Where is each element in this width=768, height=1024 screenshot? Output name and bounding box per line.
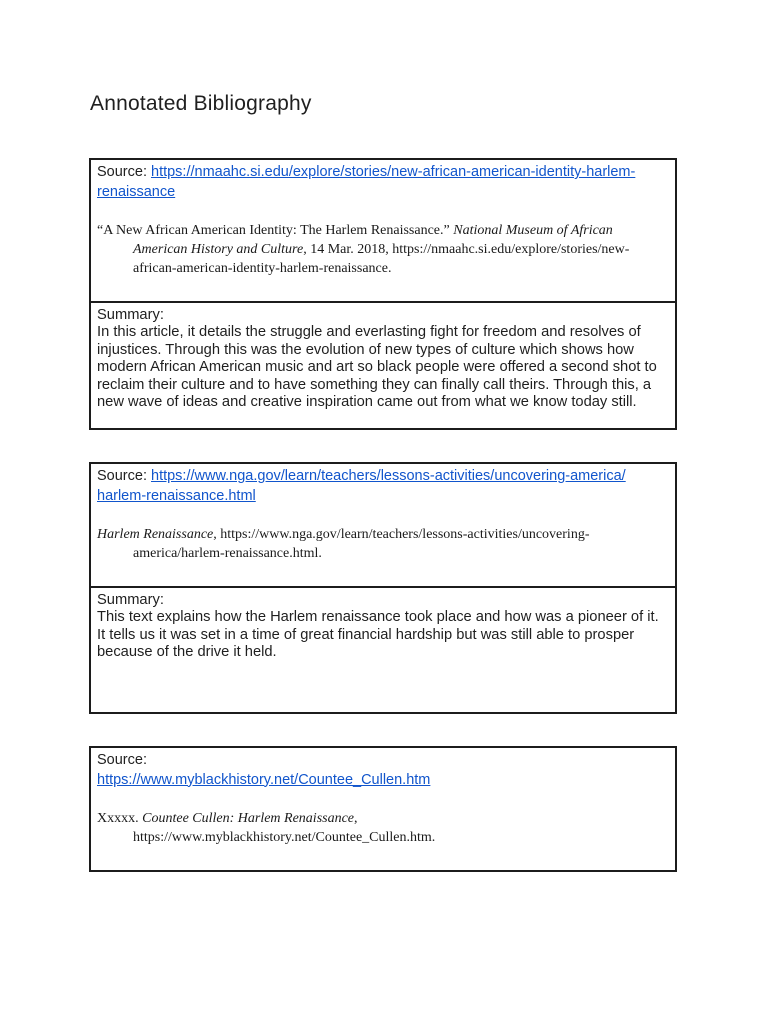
summary-text: In this article, it details the struggle and everlasting fight for freedom and resolves of injustices. Through this was the evolution of new types of culture which shows how modern African American music and art so black people were offered a second shot to reclaim their culture and to have something they can finally call theirs. Through this, a new wave of ideas and creative inspiration came out from what we know today still. <box>97 324 657 410</box>
source-line <box>97 467 667 506</box>
citation <box>97 809 667 847</box>
source-link-line <box>97 771 667 791</box>
source-line <box>97 751 667 771</box>
citation-line: america/harlem-renaissance.html. <box>133 546 322 561</box>
source-line <box>97 163 667 202</box>
source-label: Source: <box>97 468 151 484</box>
source-link[interactable]: https://nmaahc.si.edu/explore/stories/new-african-american-identity-harlem- renaissance <box>97 164 636 200</box>
citation <box>97 525 667 563</box>
summary-cell <box>89 586 677 714</box>
summary-text: This text explains how the Harlem renaissance took place and how was a pioneer of it. It tells us it was set in a time of great financial hardship but was still able to prosper because of the drive it held. <box>97 609 659 660</box>
page-title: Annotated Bibliography <box>90 92 312 115</box>
source-cell <box>89 158 677 303</box>
source-link[interactable]: https://www.myblackhistory.net/Countee_Cullen.htm <box>97 771 431 788</box>
summary-label: Summary: <box>97 592 164 608</box>
source-link[interactable]: https://www.nga.gov/learn/teachers/lessons-activities/uncovering-america/ harlem-renaissance.html <box>97 468 626 504</box>
source-cell <box>89 746 677 872</box>
citation-line: https://www.myblackhistory.net/Countee_Cullen.htm. <box>133 830 436 845</box>
summary-cell <box>89 301 677 430</box>
citation-line: Harlem Renaissance, https://www.nga.gov/learn/teachers/lessons-activities/uncovering- <box>97 527 590 542</box>
citation-line: african-american-identity-harlem-renaissance. <box>133 261 392 276</box>
source-label: Source: <box>97 752 147 768</box>
citation <box>97 221 667 278</box>
citation-line: Xxxxx. Countee Cullen: Harlem Renaissance, <box>97 811 358 826</box>
summary-label: Summary: <box>97 307 164 323</box>
bibliography-entry-3 <box>89 746 677 872</box>
citation-line: American History and Culture, 14 Mar. 2018, https://nmaahc.si.edu/explore/stories/new- <box>133 242 630 257</box>
citation-line: “A New African American Identity: The Harlem Renaissance.” National Museum of African <box>97 223 613 238</box>
source-label: Source: <box>97 164 151 180</box>
bibliography-entry-2 <box>89 462 677 714</box>
source-cell <box>89 462 677 588</box>
bibliography-entry-1 <box>89 158 677 430</box>
